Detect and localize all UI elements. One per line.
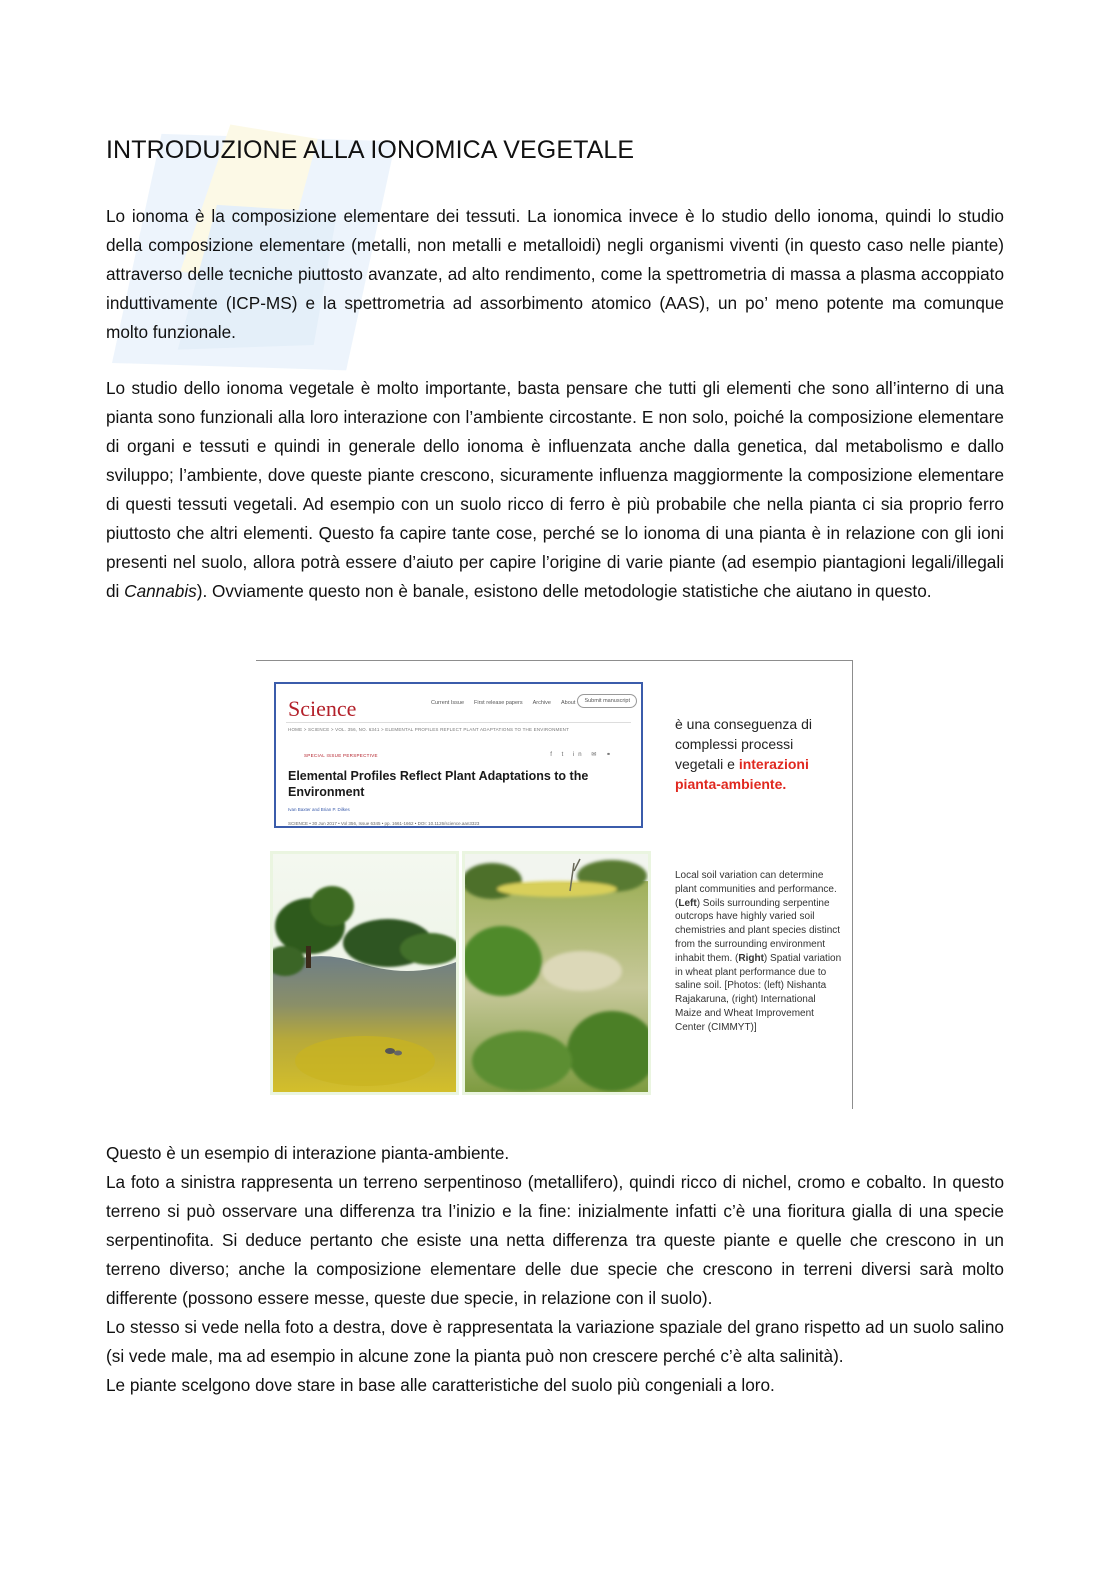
nav-item: Current Issue [431, 700, 465, 706]
share-icons: f t in ✉ ⚭ [550, 752, 615, 758]
italic-term: Cannabis [124, 581, 197, 601]
paragraph-text: Lo studio dello ionoma vegetale è molto importante, basta pensare che tutti gli elementi che sono all’interno di una pianta sono funzionali alla loro interazione con l’ambiente circostante. E non solo, poiché la composizione elementare di organi e tessuti e quindi in generale dello ionoma è influenzata anche dalla genetica, dal metabolismo e dallo sviluppo; l’ambiente, dove queste piante crescono, sicuramente influenza maggiormente la composizione elementare di questi tessuti vegetali. Ad esempio con un suolo ricco di ferro è più probabile che nella pianta ci sia proprio ferro piuttosto che altri elementi. Questo fa capire tante cose, perché se lo ionoma di una pianta è in relazione con gli ioni presenti nel suolo, allora potrà essere d’aiuto per capire l’origine di varie piante (ad esempio piantagioni legali/illegali di [106, 378, 1004, 601]
paragraph-text: ). Ovviamente questo non è banale, esistono delle metodologie statistiche che aiutano in questo. [196, 581, 932, 601]
science-logo: Science [288, 696, 357, 721]
divider [286, 722, 631, 723]
callout-text: è una conseguenza di complessi processi vegetali e [675, 716, 812, 772]
article-authors: Ivan Baxter and Brian P. Dilkes [288, 807, 350, 812]
article-meta: SCIENCE • 30 Jun 2017 • Vol 356, Issue 6345 • pp. 1661-1662 • DOI: 10.1126/science.aan3323 [288, 821, 480, 826]
nav-item: First release papers [474, 700, 523, 706]
nav-item: Archive [532, 700, 551, 706]
caption-right-label: Right [738, 952, 764, 964]
figure-callout [675, 714, 840, 794]
caption-text: ) Soils surrounding serpentine outcrops have highly varied soil chemistries and plant species distinct from the surrounding environment inhabit them. ( [675, 897, 841, 964]
article-tag: SPECIAL ISSUE PERSPECTIVE [304, 753, 378, 758]
submit-manuscript-button: Submit manuscript [577, 694, 637, 708]
callout-punctuation: . [782, 776, 787, 792]
paragraph-line: Questo è un esempio di interazione pianta-ambiente. [106, 1143, 510, 1163]
paragraph-plant-environment-example [106, 1139, 1004, 1400]
article-title: Elemental Profiles Reflect Plant Adaptations to the Environment [288, 769, 589, 799]
page-title: INTRODUZIONE ALLA IONOMICA VEGETALE [106, 136, 635, 164]
science-nav [431, 700, 575, 706]
caption-text: Local soil variation can determine plant communities and performance. ( [675, 870, 837, 909]
figure-caption [675, 869, 845, 1035]
paragraph-ionoma-definition: Lo ionoma è la composizione elementare dei tessuti. La ionomica invece è lo studio dello ionoma, quindi lo studio della composizione elementare (metalli, non metalli e metalloidi) negli organismi viventi (in questo caso nelle piante) attraverso delle tecniche piuttosto avanzate, ad alto rendimento, come la spettrometria di massa a plasma accoppiato induttivamente (ICP-MS) e la spettrometria ad assorbimento atomico (AAS), un po’ meno potente ma comunque molto funzionale. [106, 206, 1004, 342]
photo-serpentine-field [270, 851, 459, 1095]
science-article-card [274, 682, 643, 828]
breadcrumb: HOME > SCIENCE > VOL. 356, NO. 6341 > ELEMENTAL PROFILES REFLECT PLANT ADAPTATIONS TO THE ENVIRONMENT [288, 727, 570, 732]
nav-item: About [560, 700, 576, 706]
caption-text: ) Spatial variation in wheat plant performance due to saline soil. [Photos: (left) Nishanta Rajakaruna, (right) International Maize and Wheat Improvement Center (CIMMYT)] [675, 952, 842, 1033]
caption-left-label: Left [678, 897, 697, 909]
callout-highlight: interazioni pianta-ambiente [675, 756, 809, 792]
paragraph-line: La foto a sinistra rappresenta un terreno serpentinoso (metallifero), quindi ricco di nichel, cromo e cobalto. In questo terreno si può osservare una differenza tra l’inizio e la fine: inizialmente infatti c’è una fioritura gialla di una specie serpentinofita. Si deduce pertanto che esiste una netta differenza tra queste piante e quelle che crescono in un terreno diverso; anche la composizione elementare delle due specie che crescono in terreni diversi sarà molto differente (possono essere messe, queste due specie, in relazione con il suolo). [106, 1172, 1004, 1308]
photo-saline-wheat-field [462, 851, 651, 1095]
paragraph-line: Le piante scelgono dove stare in base alle caratteristiche del suolo più congeniali a loro. [106, 1375, 775, 1395]
paragraph-ionoma-importance [106, 374, 1004, 606]
figure-science-article [256, 660, 853, 1109]
paragraph-line: Lo stesso si vede nella foto a destra, dove è rappresentata la variazione spaziale del grano rispetto ad un suolo salino (si vede male, ma ad esempio in alcune zone la pianta può non crescere perché c’è alta salinità). [106, 1317, 1004, 1366]
